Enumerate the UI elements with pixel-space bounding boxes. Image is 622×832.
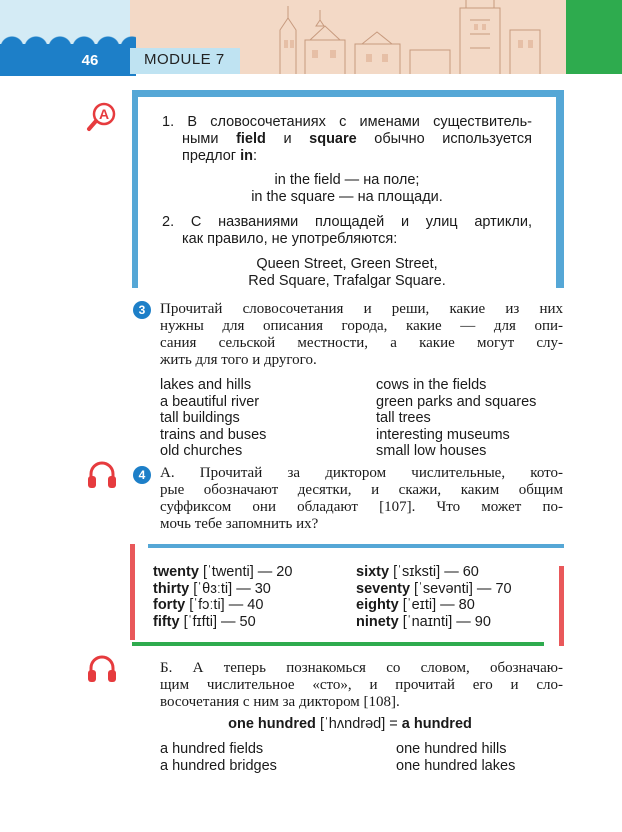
page-number: 46	[81, 52, 99, 69]
numbers-box-left-border	[130, 544, 135, 640]
number-row: twenty [ˈtwenti] — 20	[153, 564, 293, 580]
numbers-right-column	[356, 564, 556, 630]
number-row: forty [ˈfɔːti] — 40	[153, 597, 264, 613]
list-item: small low houses	[376, 443, 487, 459]
list-item: tall trees	[376, 410, 431, 426]
exercise-4-number: 4	[133, 466, 151, 484]
rule-box-left-border	[132, 90, 138, 288]
list-item: interesting museums	[376, 426, 510, 443]
rule-item-1	[162, 114, 532, 165]
exercise-3-left-list	[160, 377, 370, 460]
number-row: seventy [ˈsevənti] — 70	[356, 580, 512, 597]
hundred-right-list	[396, 741, 596, 774]
hundred-definition: one hundred [ˈhʌndrəd] = a hundred	[228, 716, 472, 732]
rule-item-1-line-1: 1. В словосочетаниях с именами существитель-	[162, 114, 532, 130]
list-item: a hundred bridges	[160, 757, 277, 774]
rule-item-1-line-3: предлог in:	[182, 148, 258, 164]
list-item: cows in the fields	[376, 377, 487, 393]
numbers-box-right-border	[559, 566, 564, 646]
exercise-4-instructions: А. Прочитай за диктором числительные, кото- рые обозначают десятки, и скажи, каким общим суффиксом они обладают [107]. Что может по- мочь тебе запомнить их?	[160, 465, 563, 532]
list-item: one hundred hills	[396, 741, 507, 757]
rule-item-2: 2. С названиями площадей и улиц артикли, как правило, не употребляются:	[162, 214, 532, 247]
number-row: sixty [ˈsɪksti] — 60	[356, 564, 479, 580]
number-row: eighty [ˈeɪti] — 80	[356, 597, 475, 613]
rule-box-right-border	[556, 90, 564, 288]
list-item: a hundred fields	[160, 741, 264, 757]
rule-examples-2: Queen Street, Green Street, Red Square, Trafalgar Square.	[248, 256, 446, 289]
numbers-left-column	[153, 564, 353, 630]
number-row: thirty [ˈθɜːti] — 30	[153, 580, 271, 597]
magnifier-a-icon	[86, 102, 118, 134]
list-item: old churches	[160, 443, 243, 459]
exercise-3-instructions: Прочитай словосочетания и реши, какие из них нужны для описания города, какие — для опи- сания сельской местности, а какие могут слу- жить для того и другого.	[160, 301, 563, 368]
module-title: MODULE 7	[144, 51, 225, 68]
svg-text:A: A	[98, 106, 110, 122]
number-row: ninety [ˈnaɪnti] — 90	[356, 613, 491, 630]
headphones-icon	[86, 654, 118, 684]
headphones-icon	[86, 460, 118, 490]
exercise-3-right-list	[376, 377, 576, 460]
list-item: lakes and hills	[160, 377, 252, 393]
header-green-tab	[566, 0, 622, 74]
header-wave	[0, 44, 136, 76]
list-item: trains and buses	[160, 426, 267, 443]
rule-box-top-border	[132, 90, 564, 97]
numbers-box-bottom-border	[132, 642, 544, 646]
number-row: fifty [ˈfɪfti] — 50	[153, 613, 256, 630]
numbers-box-top-border	[148, 544, 564, 548]
rule-item-1-line-2: ными field и square обычно используется	[182, 131, 532, 147]
list-item: a beautiful river	[160, 393, 260, 410]
list-item: green parks and squares	[376, 393, 537, 410]
rule-examples-1: in the field — на поле; in the square — на площади.	[251, 172, 443, 205]
hundred-left-list	[160, 741, 380, 774]
exercise-3-number: 3	[133, 301, 151, 319]
list-item: tall buildings	[160, 410, 240, 426]
exercise-4-part-b-instructions: Б. А теперь познакомься со словом, обозначаю- щим числительное «сто», и прочитай его и сло- восочетания с ним за диктором [108].	[160, 660, 563, 710]
list-item: one hundred lakes	[396, 757, 516, 774]
